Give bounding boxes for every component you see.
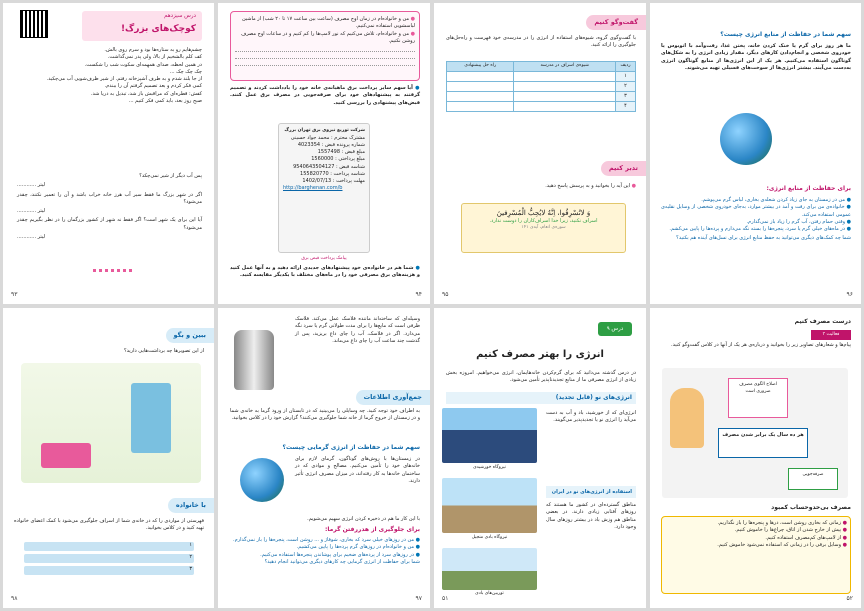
ribbon-see-say: ببین و بگو — [166, 328, 214, 343]
list-item: ● زمانی که بخاری روشن است، درها و پنجره‌ها را باز نگذاریم. — [717, 520, 847, 526]
section-bar — [446, 392, 636, 404]
table-cell[interactable] — [514, 72, 616, 82]
waste-table — [446, 61, 636, 112]
bill-line: مبلغ قبض : 1557498 — [317, 149, 365, 156]
verse-text: وَ لاتُسْرِفُوا، اِنَّهُ لایُحِبُّ الْمُسْرِفینَ — [496, 209, 591, 217]
answer-unit: لیتر — [37, 208, 45, 214]
list-item: ● من در روزهای خیلی سرد که بخاری، شوفاژ و ... روشن است، پنجره‌ها را باز نمی‌گذارم. — [233, 537, 420, 543]
pledge-2: ● من و خانواده‌ام، تلاش می‌کنیم که نور لامپ‌ها را کم کنیم و در ساعات اوج مصرف روشن نکنیم. — [241, 30, 415, 44]
poster: صرفه‌جویی — [788, 468, 838, 490]
table-header: راه حل پیشنهادی — [447, 62, 514, 72]
tips-list — [661, 197, 851, 243]
table-row: ۱ — [447, 72, 636, 82]
pledge-box — [230, 11, 420, 81]
closing-question: شما چه کمک‌های دیگری می‌توانید به حفظ منابع انرژی برای نسل‌های آینده هم بکنید؟ — [676, 235, 851, 242]
story-line: صبح روز بعد، باید کمی فکر کنیم ... — [128, 97, 202, 104]
section-text: در زمستان‌ها با روش‌های گوناگون، گرمای لازم برای خانه‌های خود را تأمین می‌کنیم. مصالح و موادی که در ساختمان خانه‌ها به کار رفته‌اند، در میزان مصرف انرژی تأثیر دارند. — [295, 456, 420, 484]
see-say-question: از این تصویرها چه برداشت‌هایی دارید؟ — [123, 348, 204, 354]
ribbon-talk: گفت‌وگو کنیم — [586, 15, 646, 30]
page-number: ۹۳ — [11, 291, 18, 299]
verse-reference: سوره‌ی انعام، آیه‌ی ۱۴۱ — [521, 225, 566, 231]
story-line: کمی فکر کردم و بعد تصمیم گرفتم آن را ببندم. — [104, 83, 202, 90]
closing-question: شما برای حفاظت از انرژی گرمایی چه کارهای دیگری می‌توانید انجام دهید؟ — [264, 558, 420, 565]
page-number: ۹۷ — [415, 595, 422, 603]
page-93 — [3, 3, 214, 304]
story-line: چک چک چک ... — [169, 68, 202, 75]
list-item: ● در ماه‌های خیلی گرم یا سرد، پنجره‌ها را بسته نگه می‌دارم و پرده‌ها را پایین می‌کشم. — [669, 226, 851, 232]
page-number: ۵۱ — [442, 595, 449, 603]
table-cell[interactable] — [447, 72, 514, 82]
story-line: در همین لحظه، صدای همهمه‌ای سکوت شب را شکست. — [84, 61, 202, 68]
page-94 — [218, 3, 430, 304]
bill-line: شناسه پرداخت : 155820770 — [300, 170, 365, 177]
section-heading: سهم شما در حفاظت از انرژی گرمایی چیست؟ — [282, 444, 420, 451]
list-item: ● من و خانواده‌ام در روزهای گرم پرده‌ها را پایین می‌کشیم. — [296, 544, 420, 551]
flask-icon — [234, 330, 274, 390]
page-52 — [650, 308, 861, 608]
list-item: ● از لامپ‌های کم‌مصرف استفاده کنیم. — [765, 534, 847, 541]
tips-list — [230, 537, 420, 566]
list-item: ● من در زمستان به جای زیاد کردن شعله‌ی بخاری، لباس گرم می‌پوشم. — [701, 197, 851, 203]
reflect-question: ● این آیه را بخوانید و به پرسش پاسخ دهید. — [545, 183, 636, 189]
page-number: ۹۸ — [11, 595, 18, 603]
list-item: ● خانواده‌ی من برای رفت و آمد در بیشتر موارد، به‌جای خودروی شخصی از وسایل نقلیه‌ی عمومی استفاده می‌کند. — [661, 204, 852, 218]
lesson-number: درس سیزدهم — [164, 13, 196, 19]
family-task: فهرستی از مواردی را که در خانه‌ی شما از اسراف جلوگیری می‌شود با کمک اعضای خانواده تهیه کنید و در کلاس بخوانید. — [14, 518, 204, 532]
ribbon-family: با خانواده — [168, 498, 214, 513]
section-heading: سهم شما در حفاظت از منابع انرژی چیست؟ — [720, 31, 851, 38]
bill-link[interactable]: http://barghenan.com/b — [283, 185, 343, 192]
family-suggestion: ● شما هم در خانواده‌ی خود پیشنهادهای جدیدی ارائه دهید و به آنها عمل کنید و هزینه‌های برق مصرفی خود را در ماه‌های مختلف با یکدیگر مقایسه کنید. — [230, 265, 420, 279]
answer-unit: لیتر — [37, 182, 45, 189]
bill-title: شرکت توزیع نیروی برق تهران بزرگ — [284, 128, 365, 133]
activity-badge: فعالیت ۳ — [811, 330, 851, 340]
activity-text: پیام‌ها و شعارهای تصاویر زیر را بخوانید و درباره‌ی هر یک از آنها در کلاس گفت‌وگو کنید. — [671, 342, 851, 348]
subheading: برای جلوگیری از هدررفتن گرما: — [324, 526, 420, 533]
poster: اصلاح الگوی مصرف ضروری است — [728, 378, 788, 418]
lesson-title: انرژی را بهتر مصرف کنیم — [476, 349, 604, 360]
table-row: ۲ — [447, 82, 636, 92]
subheading: مصرف بی‌حد‌وحساب کمبود — [771, 504, 851, 511]
answer-unit: لیتر — [37, 233, 45, 240]
bill-caption: پیامک پرداخت قبض برق — [301, 256, 347, 261]
list-row[interactable]: ۱ — [24, 542, 194, 551]
page-number: ۹۴ — [415, 291, 422, 299]
lesson-badge: درس ۹ — [598, 322, 632, 336]
table-cell[interactable] — [447, 92, 514, 102]
table-cell[interactable] — [514, 102, 616, 112]
illustration-waste — [21, 363, 201, 483]
car-icon — [41, 443, 91, 468]
section-bar — [546, 486, 636, 498]
page-number: ۵۲ — [846, 595, 853, 603]
bill-line: مبلغ پرداختی : 1560000 — [311, 156, 365, 163]
building-icon — [131, 383, 171, 453]
page-98 — [3, 308, 214, 608]
wind-farm-photo — [442, 478, 537, 533]
page-97 — [218, 308, 430, 608]
list-item: ● در روزهای سرد از پرده‌های ضخیم برای پوشاندن پنجره‌ها استفاده می‌کنیم. — [260, 551, 420, 558]
subheading: برای حفاظت از منابع انرژی: — [766, 185, 851, 192]
list-row[interactable]: ۳ — [24, 566, 194, 575]
flask-text: وسیله‌ای که ساخته‌اند ماننده فلاسک عمل می‌کند. فلاسک ظرفی است که مایع‌ها را برای مدت طولانی گرم یا سرد نگه می‌دارد. اگر در فلاسک، آب را چای داغ بریزید، پس از گذشت چند ساعت آب را چای داغ می‌ماند. — [295, 316, 420, 344]
table-cell[interactable] — [514, 82, 616, 92]
list-row[interactable]: ۲ — [24, 554, 194, 563]
section-note: با این کار ما هم در ذخیره کردن انرژی سهیم می‌شویم. — [307, 516, 420, 522]
collect-text: به اطراف خود توجه کنید. چه وسایلی را می‌بینید که در تابستان از ورود گرما به خانه‌ی شما و در زمستان از خروج گرما از خانه شما جلوگیری می‌کنند؟ گزارش خود را در کلاس بخوانید. — [230, 408, 420, 422]
family-list — [24, 542, 194, 578]
poster: هر ده سال یک برابر شدن مصرف — [718, 428, 808, 458]
lesson-header — [82, 11, 202, 41]
verse-box — [461, 203, 626, 253]
table-row: ۳ — [447, 92, 636, 102]
table-row: ۴ — [447, 102, 636, 112]
page-95 — [434, 3, 646, 304]
tips-box — [661, 516, 851, 594]
photo-caption: نیروگاه بادی منجیل — [471, 535, 508, 540]
photo-caption: نیروگاه خورشیدی — [473, 465, 506, 470]
bill-line: مهلت پرداخت : 1402/07/13 — [302, 178, 365, 185]
lesson-title: کوچک‌های بزرگ! — [120, 23, 196, 34]
turbines-photo — [442, 548, 537, 590]
subheading: انرژی‌های نو (قابل تجدید) — [555, 394, 632, 401]
earth-mascot-icon — [240, 458, 284, 502]
question-3: آیا این برای یک شهر است؟ اگر فقط نه شهر از کشور بزرگمان را در نظر بگیریم چقدر می‌شود؟ — [17, 217, 202, 231]
story-line: کف کلم بالشخیم از بالا، ولی پدر نمی‌گذاشت. — [107, 54, 202, 61]
subheading: استفاده از انرژی‌های نو در ایران — [551, 489, 632, 495]
ribbon-collect: جمع‌آوری اطلاعات — [356, 390, 430, 405]
talk-intro: با گفت‌وگوی گروه، شیوه‌های استفاده از انرژی را در مدرسه‌ی خود فهرست و راه‌حل‌های جلوگیری را ارائه کنید. — [446, 35, 636, 49]
list-item: ● وسایل برقی را در زمانی که استفاده نمی‌شود خاموش کنیم. — [717, 541, 847, 548]
page-number: ۹۵ — [442, 291, 449, 299]
story-line: کفش: قطره‌ای که مراقبش باز شد، تبدیل به دریا شد. — [90, 90, 202, 97]
pledge-1: ● من و خانواده‌ام در زمان اوج مصرف (ساعت بین ساعت ۱۷ تا ۲۰ شب) از ماشین لباسشویی استفاده نمی‌کنیم. — [241, 16, 415, 30]
table-cell[interactable] — [514, 92, 616, 102]
story-line: از جا بلند شدم و به طرف آشپزخانه رفتم. از شیر ظرف‌شویی آب می‌چکید. — [46, 76, 202, 82]
question-2: اگر در شهر بزرگ ما فقط سیر آب هرز خانه خراب باشد و آن را تعمیر نکنند، چقدر می‌شود؟ — [17, 191, 202, 205]
photo-caption: توربین‌های بادی — [475, 591, 504, 596]
bill-line: شناسه قبض : 9540643504127 — [293, 163, 365, 170]
child-figure-icon — [670, 388, 704, 448]
page-51 — [434, 308, 646, 608]
solar-panel-photo — [442, 408, 537, 463]
qr-code-icon — [21, 11, 47, 37]
earth-mascot-icon — [720, 113, 772, 165]
list-item: ● پیش از خارج شدن از اتاق، چراغ‌ها را خاموش کنیم. — [734, 527, 847, 534]
ribbon-reflect: تدبر کنیم — [601, 161, 646, 176]
section-text: انرژی‌ای که از خورشید، باد و آب به دست می‌آید را انرژی نو یا تجدیدپذیر می‌گویند. — [546, 410, 636, 424]
section-heading: درست مصرف کنیم — [794, 318, 851, 325]
bill-sms — [278, 123, 370, 253]
table-cell[interactable] — [447, 102, 514, 112]
section-text: مناطق گسترده‌ای در کشور ما هستند که روزهای آفتابی زیادی دارند. در بعضی مناطق هم وزش باد در بیشتر روزهای سال وجود دارد. — [546, 502, 636, 530]
bill-intro: ● آیا سهم سایر پرداخت برق ماهیانه‌ی خانه خود را یادداشت کردند و تصمیم گرفتند به پیشنهادهای خود برای صرفه‌جویی در مصرف برق عمل کنند. قبض‌های پیشنهادی را بررسی کنید. — [230, 85, 420, 106]
story-line: چشم‌هایم رو به ستاره‌ها بود و سرم روی بالش. — [104, 47, 202, 53]
story-text — [17, 47, 202, 105]
page-number: ۹۶ — [846, 291, 853, 299]
questions: پس آب دیگر از شیر نمی‌چکد؟ لیتر ............ اگر در شهر بزرگ ما فقط سیر آب هرز خانه خراب باشد و آن را تعمیر نکنند، چقدر می‌شود؟ لیتر ............ آیا این برای یک شهر است؟ اگر فقط نه شهر از کشور بزرگمان را در نظر بگیریم چقدر می‌شود؟ لیتر ............ — [17, 173, 202, 240]
table-cell[interactable] — [447, 82, 514, 92]
bill-line: مشترک محترم : محمد جواد حسینی — [290, 134, 365, 141]
table-header: ردیف — [616, 62, 636, 72]
divider — [93, 269, 133, 272]
bill-line: شماره پرونده قبض : 4023354 — [297, 141, 365, 148]
list-item: ● وقتی حمام رفتن، آب گرم را زیاد باز نمی‌گذارم. — [746, 218, 851, 225]
intro-text: در درس گذشته می‌دانید که برای گرم‌کردن خانه‌هایمان، انرژی می‌خواهیم. امروزه بخش زیادی از انرژی مصرفی ما از منابع تجدیدناپذیر تأمین می‌شود. — [446, 370, 636, 384]
question-1: پس آب دیگر از شیر نمی‌چکد؟ — [139, 173, 202, 179]
page-96 — [650, 3, 861, 304]
posters-collage — [662, 368, 848, 498]
verse-translation: اسراف نکنید، زیرا خدا اسراف‌کاران را دوست ندارد. — [489, 218, 598, 225]
table-header: شیوه‌ی اسراف در مدرسه — [514, 62, 616, 72]
section-text: ما هر روز برای گرم یا خنک کردن خانه، پختن غذا، رفت‌وآمد با اتوبوس یا خودروی شخصی و انجام‌دادن کارهای دیگر، مقدار زیادی انرژی را به شکل‌های گوناگون استفاده می‌کنیم. هر یک از این انرژی‌ها از منابع گوناگون انرژی به‌دست می‌آیند. بیشتر انرژی‌ها از سوخت‌های فسیلی تهیه می‌شوند. — [661, 43, 851, 71]
